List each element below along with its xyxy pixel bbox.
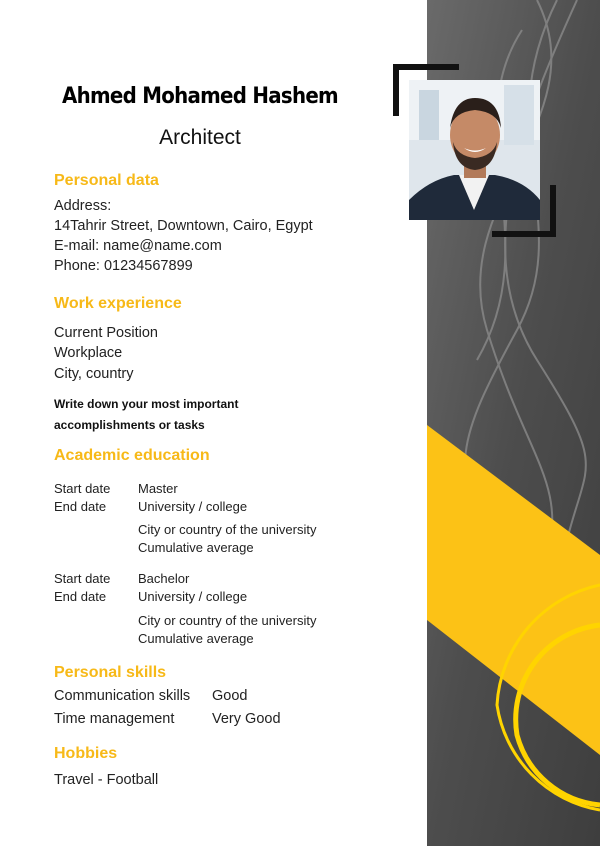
email-line: E-mail: name@name.com [54, 238, 222, 254]
work-note-line1: Write down your most important [54, 397, 239, 411]
edu-institution: University / college [138, 499, 248, 514]
edu-place: City or country of the university [138, 613, 317, 628]
edu-place: City or country of the university [138, 522, 317, 537]
section-heading-education: Academic education [54, 447, 210, 464]
address-value: 14Tahrir Street, Downtown, Cairo, Egypt [54, 218, 313, 234]
skill-name: Communication skills [54, 688, 191, 704]
edu-institution: University / college [138, 589, 248, 604]
edu-average: Cumulative average [138, 540, 254, 555]
work-position: Current Position [54, 325, 158, 341]
edu-average: Cumulative average [138, 631, 254, 646]
work-place: Workplace [54, 345, 123, 361]
profile-photo [409, 80, 540, 220]
address-label: Address: [54, 198, 112, 214]
candidate-name: Ahmed Mohamed Hashem [62, 84, 338, 109]
phone-line: Phone: 01234567899 [54, 258, 193, 274]
work-location: City, country [54, 366, 134, 382]
candidate-title: Architect [159, 126, 241, 149]
section-heading-work: Work experience [54, 295, 182, 312]
edu-degree: Master [138, 481, 178, 496]
edu-start-date: Start date [54, 481, 111, 496]
work-note-line2: accomplishments or tasks [54, 418, 205, 432]
hobbies-text: Travel - Football [54, 772, 159, 788]
section-heading-skills: Personal skills [54, 664, 167, 681]
edu-end-date: End date [54, 499, 107, 514]
skill-level: Good [212, 688, 248, 704]
skill-name: Time management [54, 711, 175, 727]
section-heading-hobbies: Hobbies [54, 745, 118, 762]
edu-degree: Bachelor [138, 571, 190, 586]
edu-end-date: End date [54, 589, 107, 604]
edu-start-date: Start date [54, 571, 111, 586]
skill-level: Very Good [212, 711, 281, 727]
section-heading-personal: Personal data [54, 172, 159, 189]
